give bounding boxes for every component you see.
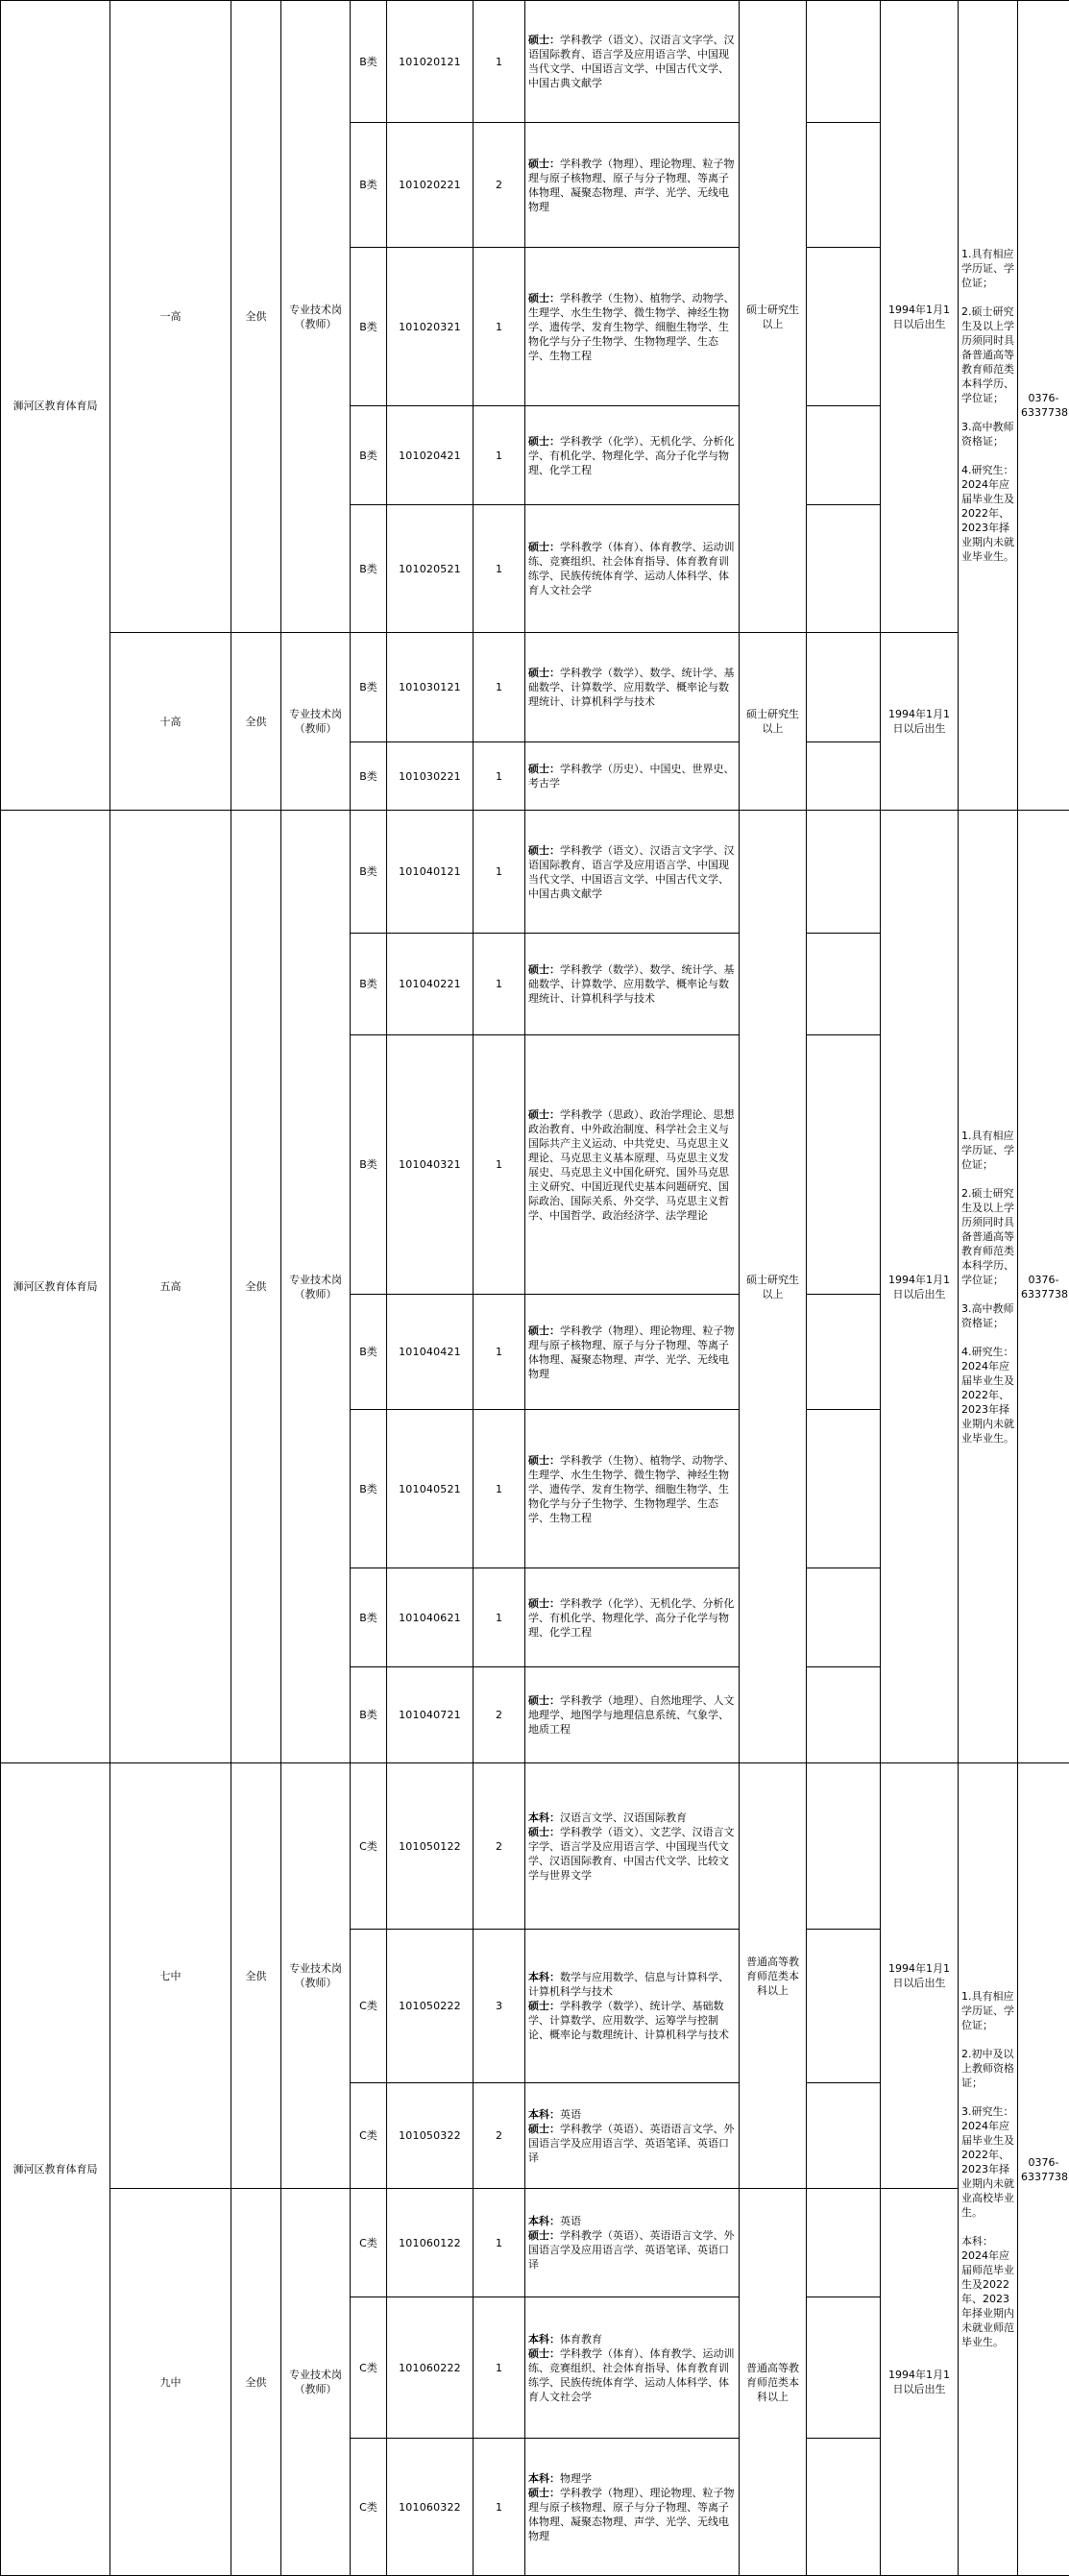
- blank-cell: [807, 123, 881, 248]
- post-code: 101050322: [387, 2083, 474, 2189]
- degree-label: 硕士：: [528, 2487, 560, 2499]
- major-requirement: [525, 406, 740, 505]
- post-category: B类: [351, 1295, 387, 1410]
- post-code: 101020221: [387, 123, 474, 248]
- recruit-count: 2: [474, 123, 525, 248]
- post-category: B类: [351, 406, 387, 505]
- blank-cell: [807, 2189, 881, 2297]
- degree-label: 硕士：: [528, 1826, 560, 1838]
- major-list: 学科教学（物理）、理论物理、粒子物理与原子核物理、原子与分子物理、等离子体物理、凝聚态物理、声学、光学、无线电物理: [528, 1324, 735, 1380]
- education-requirement: 硕士研究生以上: [740, 811, 807, 1763]
- blank-cell: [807, 1763, 881, 1930]
- education-requirement: 普通高等教育师范类本科以上: [740, 1763, 807, 2189]
- post-category: B类: [351, 742, 387, 811]
- post-category: B类: [351, 123, 387, 248]
- degree-label: 硕士：: [528, 1694, 560, 1707]
- major-requirement: [525, 248, 740, 406]
- contact-phone: 0376-6337738: [1018, 811, 1069, 1763]
- major-list: 英语: [560, 2108, 581, 2121]
- recruit-count: 1: [474, 2297, 525, 2439]
- blank-cell: [807, 1568, 881, 1667]
- recruit-count: 1: [474, 742, 525, 811]
- degree-label: 硕士：: [528, 667, 560, 679]
- age-requirement: 1994年1月1日以后出生: [881, 1763, 959, 2189]
- education-requirement: 普通高等教育师范类本科以上: [740, 2189, 807, 2576]
- major-list: 学科教学（地理）、自然地理学、人文地理学、地图学与地理信息系统、气象学、地质工程: [528, 1694, 735, 1736]
- post-code: 101030221: [387, 742, 474, 811]
- funding-type: 全供: [231, 2189, 281, 2576]
- major-requirement: [525, 2297, 740, 2439]
- post-type: 专业技术岗（教师）: [281, 2189, 351, 2576]
- degree-label: 硕士：: [528, 2229, 560, 2242]
- post-category: B类: [351, 1035, 387, 1295]
- degree-label: 硕士：: [528, 763, 560, 775]
- degree-label: 硕士：: [528, 1454, 560, 1467]
- recruit-count: 1: [474, 934, 525, 1035]
- post-type: 专业技术岗（教师）: [281, 811, 351, 1763]
- funding-type: 全供: [231, 1763, 281, 2189]
- post-code: 101040721: [387, 1667, 474, 1763]
- degree-label: 硕士：: [528, 435, 560, 448]
- recruit-count: 1: [474, 1295, 525, 1410]
- major-requirement: [525, 1930, 740, 2083]
- post-type: 专业技术岗（教师）: [281, 633, 351, 811]
- degree-label: 硕士：: [528, 844, 560, 857]
- post-category: B类: [351, 505, 387, 633]
- post-category: B类: [351, 1667, 387, 1763]
- unit-name: 浉河区教育体育局: [1, 1763, 110, 2576]
- contact-phone: 0376-6337738: [1018, 1, 1069, 811]
- school-name: 一高: [110, 1, 231, 633]
- major-requirement: [525, 811, 740, 934]
- degree-label: 硕士：: [528, 1597, 560, 1610]
- table-row: [1, 2189, 1069, 2297]
- major-requirement: [525, 2189, 740, 2297]
- post-category: C类: [351, 2083, 387, 2189]
- post-category: B类: [351, 934, 387, 1035]
- degree-label: 本科：: [528, 2108, 560, 2121]
- post-code: 101040521: [387, 1410, 474, 1568]
- blank-cell: [807, 2083, 881, 2189]
- other-requirements: 1.具有相应学历证、学位证； 2.硕士研究生及以上学历须同时具备普通高等教育师范类本科学历、学位证； 3.高中教师资格证； 4.研究生：2024年应届毕业生及2022年、2023年择业期内未就业毕业生。: [959, 811, 1018, 1763]
- post-category: C类: [351, 1763, 387, 1930]
- post-category: B类: [351, 811, 387, 934]
- education-requirement: 硕士研究生以上: [740, 633, 807, 811]
- major-list: 物理学: [560, 2472, 592, 2485]
- major-requirement: [525, 2439, 740, 2576]
- major-list: 学科教学（语文）、文艺学、汉语言文字学、语言学及应用语言学、中国现当代文学、汉语国际教育、中国古代文学、比较文学与世界文学: [528, 1826, 735, 1882]
- age-requirement: 1994年1月1日以后出生: [881, 633, 959, 811]
- degree-label: 硕士：: [528, 1108, 560, 1121]
- post-code: 101040421: [387, 1295, 474, 1410]
- blank-cell: [807, 1, 881, 123]
- post-code: 101020521: [387, 505, 474, 633]
- major-requirement: [525, 1035, 740, 1295]
- major-list: 汉语言文学、汉语国际教育: [560, 1811, 687, 1824]
- degree-label: 硕士：: [528, 541, 560, 553]
- blank-cell: [807, 1410, 881, 1568]
- major-requirement: [525, 1763, 740, 1930]
- major-list: 学科教学（思政）、政治学理论、思想政治教育、中外政治制度、科学社会主义与国际共产主义运动、中共党史、马克思主义理论、马克思主义基本原理、马克思主义发展史、马克思主义中国化研究、国外马克思主义研究、中国近现代史基本问题研究、国际政治、国际关系、外交学、马克思主义哲学、中国哲学、政治经济学、法学理论: [528, 1108, 735, 1222]
- post-code: 101040221: [387, 934, 474, 1035]
- post-code: 101050122: [387, 1763, 474, 1930]
- major-requirement: [525, 2083, 740, 2189]
- post-code: 101020121: [387, 1, 474, 123]
- recruit-count: 2: [474, 1667, 525, 1763]
- blank-cell: [807, 742, 881, 811]
- post-type: 专业技术岗（教师）: [281, 1, 351, 633]
- major-requirement: [525, 123, 740, 248]
- recruit-count: 1: [474, 811, 525, 934]
- major-list: 学科教学（生物）、植物学、动物学、生理学、水生生物学、微生物学、神经生物学、遗传学、发育生物学、细胞生物学、生物化学与分子生物学、生物物理学、生态学、生物工程: [528, 1454, 735, 1524]
- blank-cell: [807, 1667, 881, 1763]
- recruit-count: 1: [474, 1035, 525, 1295]
- recruit-count: 1: [474, 2189, 525, 2297]
- table-body: [1, 1, 1069, 2576]
- degree-label: 本科：: [528, 2333, 560, 2345]
- major-list: 英语: [560, 2215, 581, 2227]
- major-list: 学科教学（历史）、中国史、世界史、考古学: [528, 763, 735, 790]
- post-code: 101060322: [387, 2439, 474, 2576]
- degree-label: 本科：: [528, 2215, 560, 2227]
- degree-label: 硕士：: [528, 1324, 560, 1337]
- age-requirement: 1994年1月1日以后出生: [881, 811, 959, 1763]
- post-code: 101020421: [387, 406, 474, 505]
- funding-type: 全供: [231, 633, 281, 811]
- major-requirement: [525, 1295, 740, 1410]
- major-requirement: [525, 742, 740, 811]
- post-code: 101060122: [387, 2189, 474, 2297]
- major-list: 学科教学（物理）、理论物理、粒子物理与原子核物理、原子与分子物理、等离子体物理、凝聚态物理、声学、光学、无线电物理: [528, 2487, 735, 2542]
- recruit-count: 1: [474, 1410, 525, 1568]
- recruit-count: 3: [474, 1930, 525, 2083]
- blank-cell: [807, 406, 881, 505]
- education-requirement: 硕士研究生以上: [740, 1, 807, 633]
- major-list: 学科教学（体育）、体育教学、运动训练、竞赛组织、社会体育指导、体育教育训练学、民族传统体育学、运动人体科学、体育人文社会学: [528, 541, 735, 596]
- recruit-count: 2: [474, 1763, 525, 1930]
- major-list: 学科教学（英语）、英语语言文学、外国语言学及应用语言学、英语笔译、英语口译: [528, 2123, 735, 2164]
- major-list: 学科教学（数学）、数学、统计学、基础数学、计算数学、应用数学、概率论与数理统计、计算机科学与技术: [528, 667, 735, 708]
- major-list: 学科教学（语文）、汉语言文字学、汉语国际教育、语言学及应用语言学、中国现当代文学、中国语言文学、中国古代文学、中国古典文献学: [528, 844, 735, 900]
- unit-name: 浉河区教育体育局: [1, 1, 110, 811]
- recruit-count: 1: [474, 248, 525, 406]
- major-requirement: [525, 934, 740, 1035]
- degree-label: 本科：: [528, 1971, 560, 1983]
- degree-label: 硕士：: [528, 34, 560, 46]
- funding-type: 全供: [231, 811, 281, 1763]
- major-list: 学科教学（语文）、汉语言文字学、汉语国际教育、语言学及应用语言学、中国现当代文学、中国语言文学、中国古代文学、中国古典文献学: [528, 34, 735, 89]
- major-list: 学科教学（数学）、数学、统计学、基础数学、计算数学、应用数学、概率论与数理统计、计算机科学与技术: [528, 963, 735, 1005]
- other-requirements: 1.具有相应学历证、学位证； 2.初中及以上教师资格证； 3.研究生：2024年应届毕业生及2022年、2023年择业期内未就业高校毕业生。 本科：2024年应届师范毕业生及2022年、2023年择业期内未就业师范毕业生。: [959, 1763, 1018, 2576]
- post-category: B类: [351, 1568, 387, 1667]
- post-category: B类: [351, 248, 387, 406]
- major-requirement: [525, 633, 740, 742]
- blank-cell: [807, 248, 881, 406]
- post-code: 101040621: [387, 1568, 474, 1667]
- degree-label: 硕士：: [528, 2000, 560, 2012]
- blank-cell: [807, 2297, 881, 2439]
- major-list: 学科教学（化学）、无机化学、分析化学、有机化学、物理化学、高分子化学与物理、化学工程: [528, 1597, 735, 1639]
- post-category: B类: [351, 1410, 387, 1568]
- table-row: [1, 1, 1069, 123]
- major-requirement: [525, 1667, 740, 1763]
- recruit-count: 1: [474, 406, 525, 505]
- school-name: 五高: [110, 811, 231, 1763]
- post-code: 101030121: [387, 633, 474, 742]
- table-row: [1, 633, 1069, 742]
- recruit-count: 1: [474, 1, 525, 123]
- funding-type: 全供: [231, 1, 281, 633]
- school-name: 七中: [110, 1763, 231, 2189]
- post-code: 101050222: [387, 1930, 474, 2083]
- major-list: 学科教学（生物）、植物学、动物学、生理学、水生生物学、微生物学、神经生物学、遗传学、发育生物学、细胞生物学、生物化学与分子生物学、生物物理学、生态学、生物工程: [528, 292, 735, 362]
- degree-label: 硕士：: [528, 292, 560, 304]
- blank-cell: [807, 633, 881, 742]
- post-category: C类: [351, 1930, 387, 2083]
- degree-label: 硕士：: [528, 2347, 560, 2360]
- school-name: 十高: [110, 633, 231, 811]
- recruit-count: 2: [474, 2083, 525, 2189]
- contact-phone: 0376-6337738: [1018, 1763, 1069, 2576]
- blank-cell: [807, 1295, 881, 1410]
- blank-cell: [807, 1930, 881, 2083]
- major-requirement: [525, 1568, 740, 1667]
- recruit-count: 1: [474, 1568, 525, 1667]
- major-list: 学科教学（英语）、英语语言文学、外国语言学及应用语言学、英语笔译、英语口译: [528, 2229, 735, 2271]
- recruit-count: 1: [474, 2439, 525, 2576]
- degree-label: 硕士：: [528, 963, 560, 976]
- major-list: 学科教学（体育）、体育教学、运动训练、竞赛组织、社会体育指导、体育教育训练学、民族传统体育学、运动人体科学、体育人文社会学: [528, 2347, 735, 2403]
- major-list: 学科教学（数学）、统计学、基础数学、计算数学、应用数学、运筹学与控制论、概率论与数理统计、计算机科学与技术: [528, 2000, 729, 2041]
- blank-cell: [807, 2439, 881, 2576]
- major-list: 学科教学（化学）、无机化学、分析化学、有机化学、物理化学、高分子化学与物理、化学工程: [528, 435, 735, 476]
- recruit-count: 1: [474, 505, 525, 633]
- major-list: 体育教育: [560, 2333, 602, 2345]
- blank-cell: [807, 1035, 881, 1295]
- post-code: 101060222: [387, 2297, 474, 2439]
- major-requirement: [525, 505, 740, 633]
- post-category: C类: [351, 2189, 387, 2297]
- blank-cell: [807, 934, 881, 1035]
- degree-label: 本科：: [528, 2472, 560, 2485]
- unit-name: 浉河区教育体育局: [1, 811, 110, 1763]
- degree-label: 硕士：: [528, 158, 560, 170]
- post-code: 101040121: [387, 811, 474, 934]
- table-row: [1, 811, 1069, 934]
- post-category: C类: [351, 2439, 387, 2576]
- degree-label: 本科：: [528, 1811, 560, 1824]
- blank-cell: [807, 811, 881, 934]
- degree-label: 硕士：: [528, 2123, 560, 2135]
- post-category: B类: [351, 1, 387, 123]
- post-code: 101020321: [387, 248, 474, 406]
- post-category: C类: [351, 2297, 387, 2439]
- school-name: 九中: [110, 2189, 231, 2576]
- age-requirement: 1994年1月1日以后出生: [881, 1, 959, 633]
- post-category: B类: [351, 633, 387, 742]
- post-type: 专业技术岗（教师）: [281, 1763, 351, 2189]
- major-list: 数学与应用数学、信息与计算科学、计算机科学与技术: [528, 1971, 729, 1998]
- major-list: 学科教学（物理）、理论物理、粒子物理与原子核物理、原子与分子物理、等离子体物理、凝聚态物理、声学、光学、无线电物理: [528, 158, 735, 213]
- recruit-count: 1: [474, 633, 525, 742]
- other-requirements: 1.具有相应学历证、学位证； 2.硕士研究生及以上学历须同时具备普通高等教育师范类本科学历、学位证； 3.高中教师资格证； 4.研究生：2024年应届毕业生及2022年、2023年择业期内未就业毕业生。: [959, 1, 1018, 811]
- blank-cell: [807, 505, 881, 633]
- major-requirement: [525, 1410, 740, 1568]
- post-code: 101040321: [387, 1035, 474, 1295]
- table-row: [1, 1763, 1069, 1930]
- major-requirement: [525, 1, 740, 123]
- age-requirement: 1994年1月1日以后出生: [881, 2189, 959, 2576]
